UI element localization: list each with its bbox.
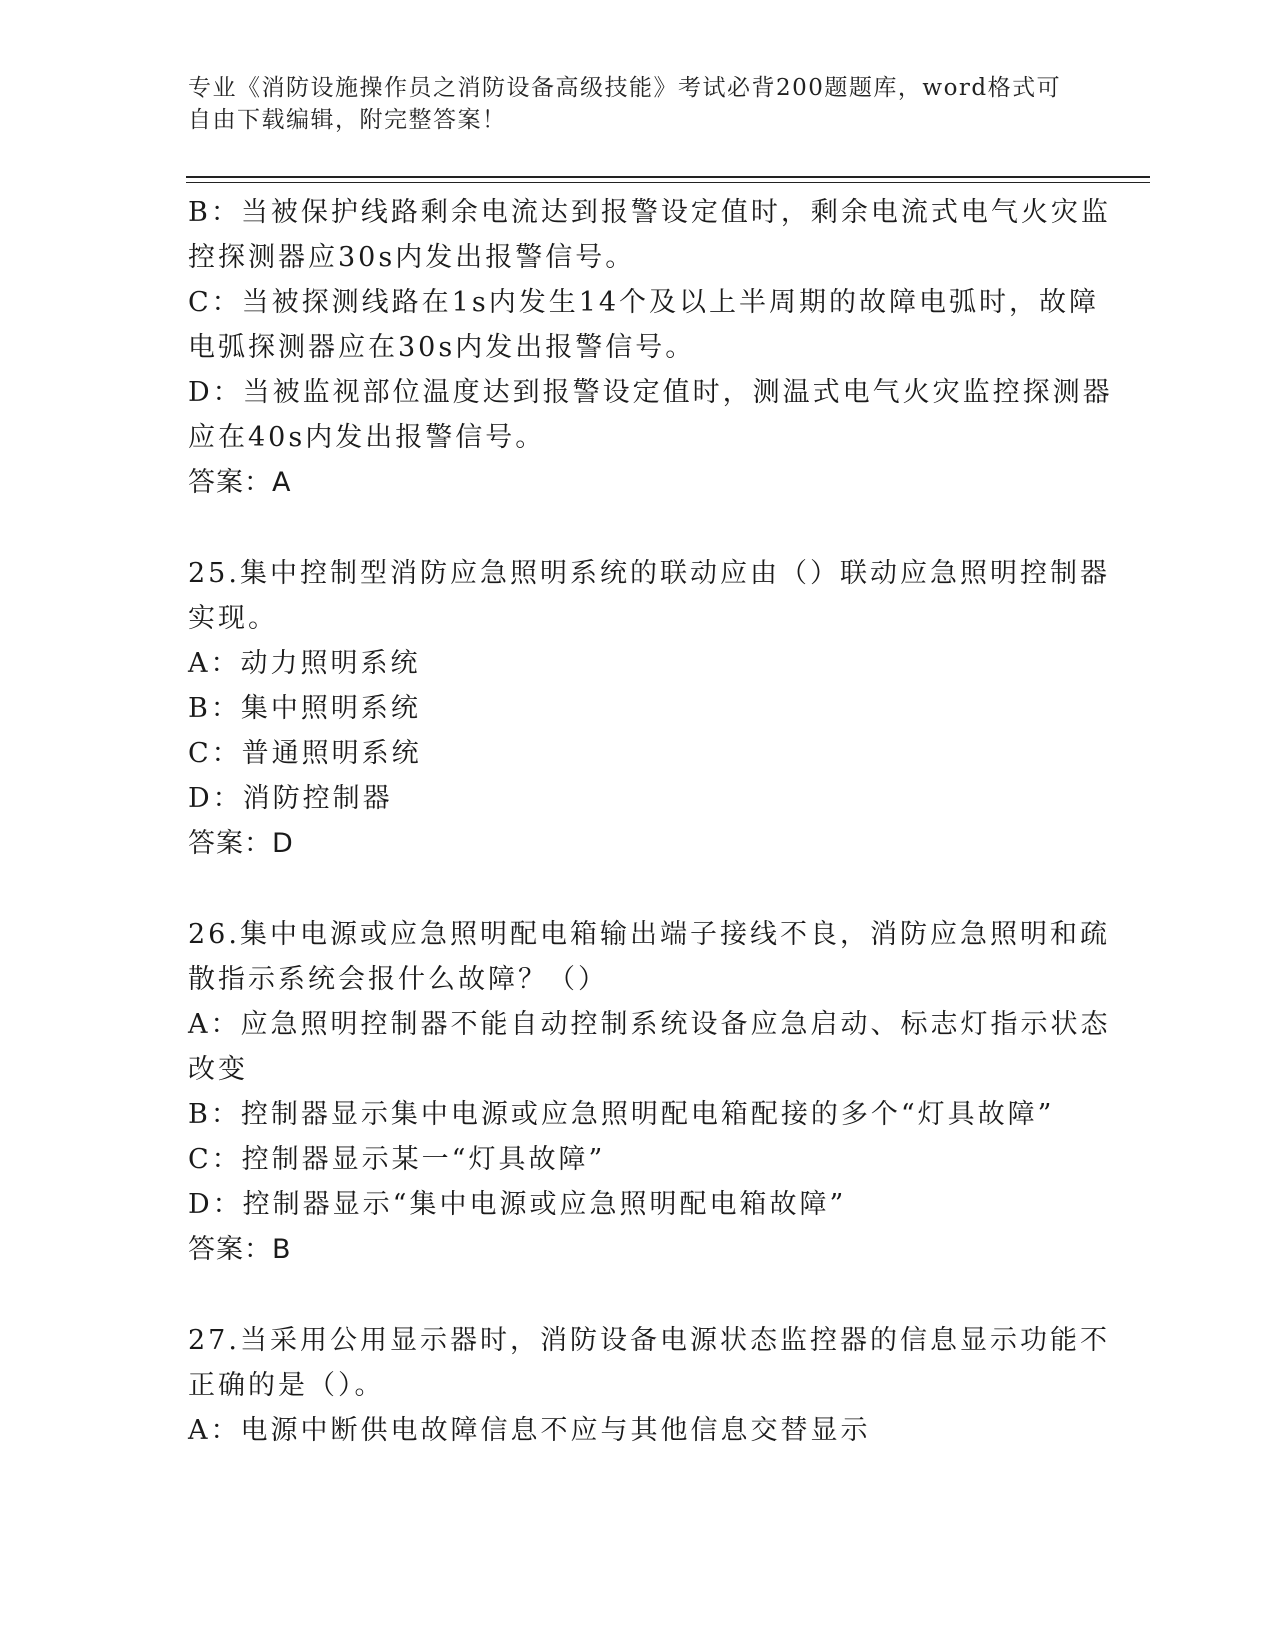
question-stem-line-2: 散指示系统会报什么故障？（）	[188, 964, 608, 995]
option-d-line-2: 应在40s内发出报警信号。	[188, 422, 546, 453]
option-b: B：集中照明系统	[188, 693, 421, 724]
header-line-2: 自由下载编辑，附完整答案！	[188, 107, 507, 133]
option-a-line-2: 改变	[188, 1054, 248, 1085]
question-27	[188, 1318, 1110, 1453]
option-a: A：动力照明系统	[188, 648, 421, 679]
answer-line: 答案：A	[188, 467, 292, 498]
option-b: B：控制器显示集中电源或应急照明配电箱配接的多个“灯具故障”	[188, 1099, 1055, 1130]
option-a-line-1: A：应急照明控制器不能自动控制系统设备应急启动、标志灯指示状态	[188, 1009, 1111, 1040]
header-divider-thin	[186, 182, 1150, 183]
spacer	[188, 1272, 1088, 1318]
spacer	[188, 866, 1088, 912]
question-26	[188, 912, 1111, 1272]
option-b-line-1: B：当被保护线路剩余电流达到报警设定值时，剩余电流式电气火灾监	[188, 197, 1111, 228]
answer-line: 答案：B	[188, 1234, 292, 1265]
header-line-1: 专业《消防设施操作员之消防设备高级技能》考试必背200题题库，word格式可	[188, 75, 1062, 101]
document-header	[188, 72, 1068, 136]
option-c: C：普通照明系统	[188, 738, 422, 769]
header-divider-thick	[186, 176, 1150, 178]
question-stem-line-1: 27.当采用公用显示器时，消防设备电源状态监控器的信息显示功能不	[188, 1325, 1110, 1356]
option-c-line-1: C：当被探测线路在1s内发生14个及以上半周期的故障电弧时，故障	[188, 287, 1100, 318]
question-stem-line-1: 25.集中控制型消防应急照明系统的联动应由（）联动应急照明控制器	[188, 558, 1110, 589]
option-a: A：电源中断供电故障信息不应与其他信息交替显示	[188, 1415, 871, 1446]
option-c-line-2: 电弧探测器应在30s内发出报警信号。	[188, 332, 696, 363]
question-25	[188, 551, 1110, 866]
option-d: D：控制器显示“集中电源或应急照明配电箱故障”	[188, 1189, 847, 1220]
question-stem-line-1: 26.集中电源或应急照明配电箱输出端子接线不良，消防应急照明和疏	[188, 919, 1110, 950]
option-d-line-1: D：当被监视部位温度达到报警设定值时，测温式电气火灾监控探测器	[188, 377, 1113, 408]
question-stem-line-2: 实现。	[188, 603, 278, 634]
spacer	[188, 505, 1088, 551]
option-b-line-2: 控探测器应30s内发出报警信号。	[188, 242, 636, 273]
answer-line: 答案：D	[188, 828, 294, 859]
option-c: C：控制器显示某一“灯具故障”	[188, 1144, 606, 1175]
document-body	[188, 190, 1113, 1453]
option-d: D：消防控制器	[188, 783, 393, 814]
question-stem-line-2: 正确的是（）。	[188, 1370, 385, 1401]
question-24-tail	[188, 190, 1113, 505]
